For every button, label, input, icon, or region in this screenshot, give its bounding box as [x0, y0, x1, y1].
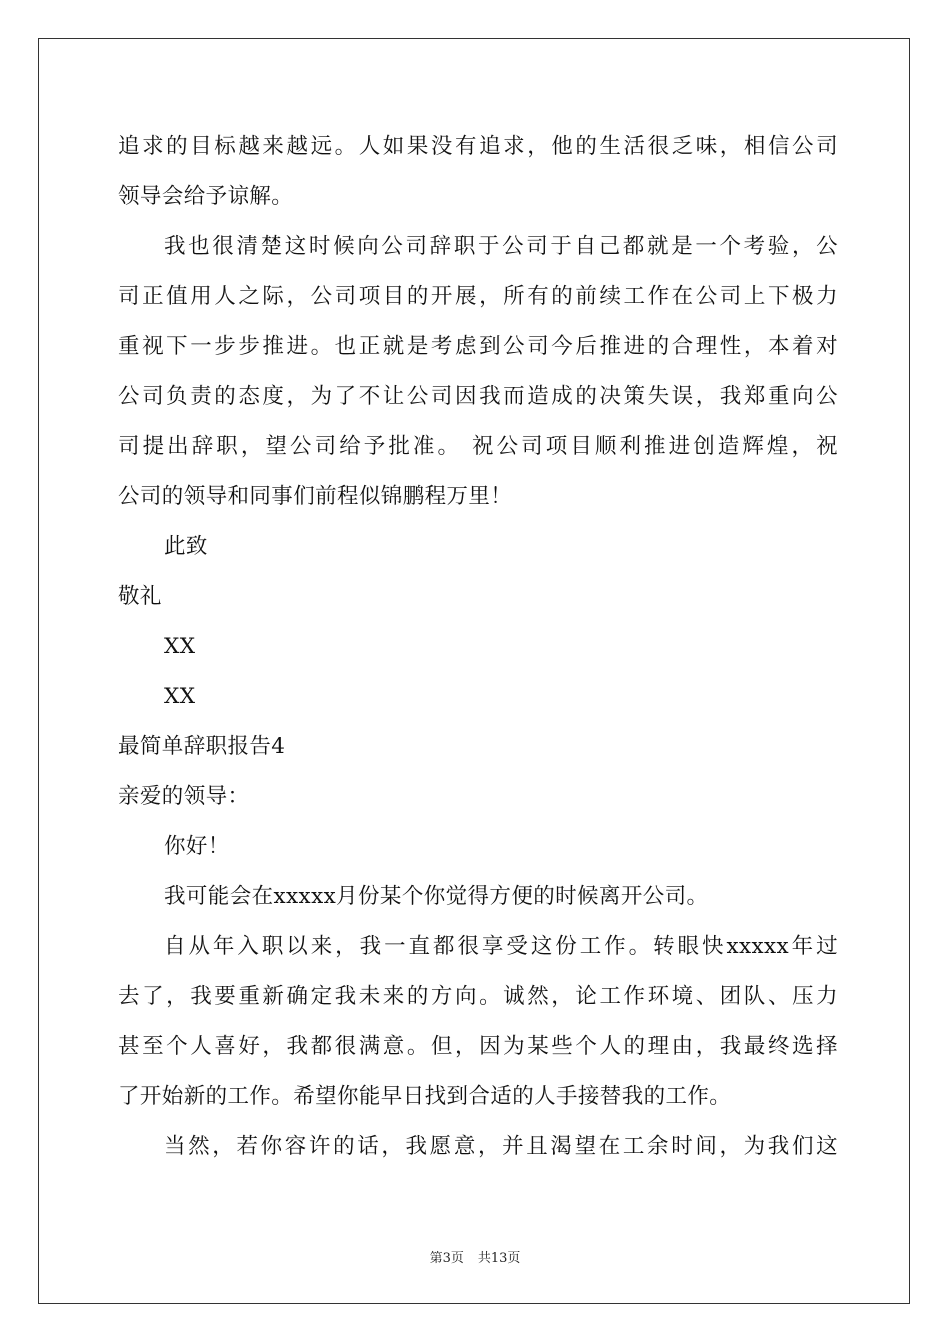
paragraph-line: 了开始新的工作。希望你能早日找到合适的人手接替我的工作。: [118, 1084, 732, 1109]
paragraph-line: 去了，我要重新确定我未来的方向。诚然，论工作环境、团队、压力: [118, 984, 838, 1009]
paragraph-line: 我也很清楚这时候向公司辞职于公司于自己都就是一个考验，公: [164, 234, 838, 259]
paragraph-line: 我可能会在xxxxx月份某个你觉得方便的时候离开公司。: [164, 884, 709, 909]
letter-salutation: 亲爱的领导：: [118, 784, 250, 809]
document-body: [118, 122, 838, 1172]
page-footer: [0, 1247, 950, 1266]
paragraph-line: 重视下一步步推进。也正就是考虑到公司今后推进的合理性，本着对: [118, 334, 838, 359]
closing-regards: 敬礼: [118, 584, 162, 609]
greeting: 你好！: [164, 834, 230, 859]
page-total: 共13页: [477, 1251, 521, 1266]
paragraph-line: 追求的目标越来越远。人如果没有追求，他的生活很乏味，相信公司: [118, 134, 838, 159]
paragraph-line: 司提出辞职，望公司给予批准。 祝公司项目顺利推进创造辉煌，祝: [118, 434, 838, 459]
signature-name: XX: [164, 634, 196, 659]
paragraph-line: 当然，若你容许的话，我愿意，并且渴望在工余时间，为我们这: [164, 1134, 838, 1159]
paragraph-line: 司正值用人之际，公司项目的开展，所有的前续工作在公司上下极力: [118, 284, 838, 309]
paragraph-line: 公司的领导和同事们前程似锦鹏程万里！: [118, 484, 513, 509]
paragraph-line: 自从年入职以来，我一直都很享受这份工作。转眼快xxxxx年过: [164, 934, 838, 959]
paragraph-line: 公司负责的态度，为了不让公司因我而造成的决策失误，我郑重向公: [118, 384, 838, 409]
page-number: 第3页: [429, 1251, 464, 1266]
section-title: 最简单辞职报告4: [118, 734, 286, 759]
paragraph-line: 甚至个人喜好，我都很满意。但，因为某些个人的理由，我最终选择: [118, 1034, 838, 1059]
signature-date: XX: [164, 684, 196, 709]
closing-salutation: 此致: [164, 534, 208, 559]
paragraph-line: 领导会给予谅解。: [118, 184, 294, 209]
